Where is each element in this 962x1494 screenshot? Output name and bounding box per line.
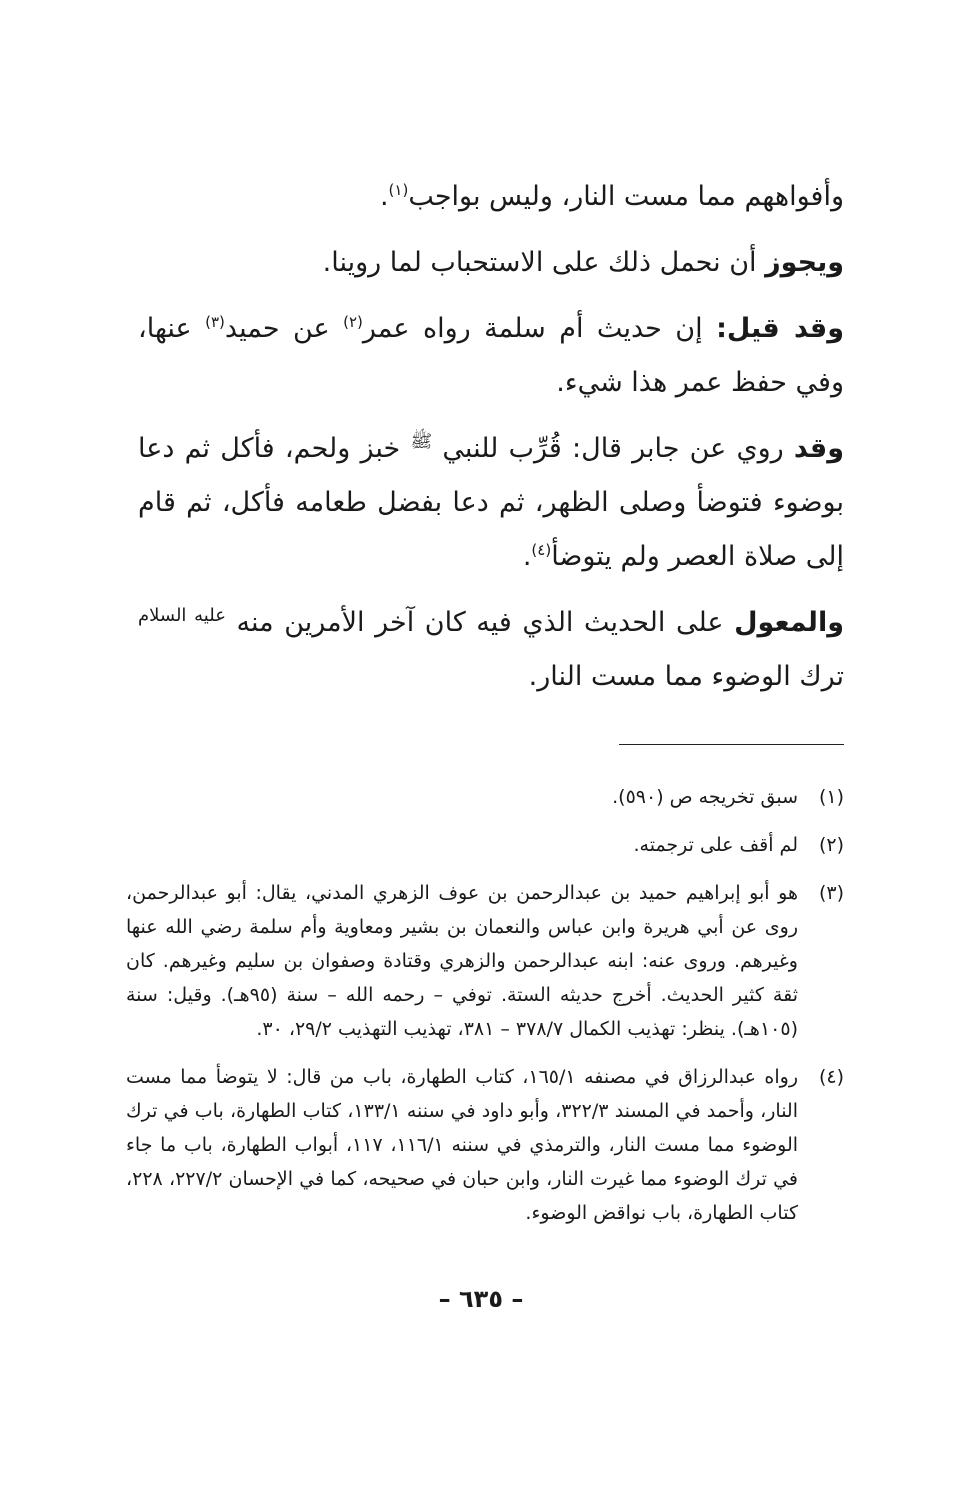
paragraph-5 [138,596,844,704]
paragraph-lead: والمعول [734,607,844,638]
paragraph-text: روي عن جابر قال: قُرِّب للنبي [442,433,784,464]
page-number: – ٦٣٥ – [438,1285,524,1313]
honorific-glyph: ﷺ [410,431,433,452]
paragraph-2 [138,236,844,290]
footnote-reference: (١) [388,181,409,199]
footnote-reference: (٣) [205,313,225,331]
paragraph-lead: وقد [793,433,844,464]
honorific-glyph: عليه السلام [138,605,226,626]
paragraph-end: . [379,181,389,212]
paragraph-text: خبز ولحم، فأكل ثم دعا بوضوء فتوضأ وصلى الظهر، ثم دعا بفضل طعامه فأكل، ثم قام إلى صلاة العصر ولم يتوضأ [138,433,844,572]
paragraph-text: عن حميد [224,313,330,344]
paragraph-text: على الحديث الذي فيه كان آخر الأمرين منه [236,607,724,638]
paragraph-text: أن نحمل ذلك على الاستحباب لما روينا. [322,247,757,278]
footnote-separator [619,744,844,745]
footnote-text: رواه عبدالرزاق في مصنفه ١٦٥/١، كتاب الطهارة، باب من قال: لا يتوضأ مما مست النار، وأحمد في المسند ٣٢٢/٣، وأبو داود في سننه ١٣٣/١، كتاب الطهارة، باب في ترك الوضوء مما مست النار، والترمذي في سننه ١١٦/١، ١١٧، أبواب الطهارة، باب ما جاء في ترك الوضوء مما غيرت النار، وابن حبان في صحيحه، كما في الإحسان ٢٢٧/٢، ٢٢٨، كتاب الطهارة، باب نواقض الوضوء. [126,1066,799,1224]
paragraph-lead: وقد قيل: [716,313,845,344]
footnote-number: (٣) [818,882,844,904]
paragraph-lead: ويجوز [765,247,844,278]
paragraph-1 [138,170,844,224]
paragraph-text: ترك الوضوء مما مست النار. [528,661,844,692]
footnote-number: (٤) [818,1066,844,1088]
footnote-number: (٢) [818,834,844,856]
footnote-reference: (٤) [531,541,552,559]
paragraph-text: عنها، وفي حفظ عمر هذا شيء. [138,313,844,398]
main-text [138,170,844,716]
footnote-2 [126,828,844,862]
footnote-text: سبق تخريجه ص (٥٩٠). [612,786,798,808]
footnote-text: لم أقف على ترجمته. [633,834,798,856]
paragraph-text: إن حديث أم سلمة رواه عمر [362,313,703,344]
footnote-4 [126,1060,844,1230]
paragraph-4 [138,422,844,584]
footnotes [126,780,844,1244]
footnote-1 [126,780,844,814]
footnote-number: (١) [818,786,844,808]
paragraph-3 [138,302,844,410]
footnote-reference: (٢) [343,313,363,331]
footnote-text: هو أبو إبراهيم حميد بن عبدالرحمن بن عوف الزهري المدني، يقال: أبو عبدالرحمن، روى عن أبي هريرة وابن عباس والنعمان بن بشير ومعاوية وأم سلمة رضي الله عنها وغيرهم. وروى عنه: ابنه عبدالرحمن والزهري وقتادة وصفوان بن سليم وغيرهم. كان ثقة كثير الحديث. أخرج حديثه الستة. توفي – رحمه الله – سنة (٩٥هـ). وقيل: سنة (١٠٥هـ). ينظر: تهذيب الكمال ٣٧٨/٧ – ٣٨١، تهذيب التهذيب ٢٩/٢، ٣٠. [126,882,798,1040]
footnote-3 [126,876,844,1046]
paragraph-end: . [522,541,532,572]
paragraph-text: وأفواههم مما مست النار، وليس بواجب [408,181,844,212]
